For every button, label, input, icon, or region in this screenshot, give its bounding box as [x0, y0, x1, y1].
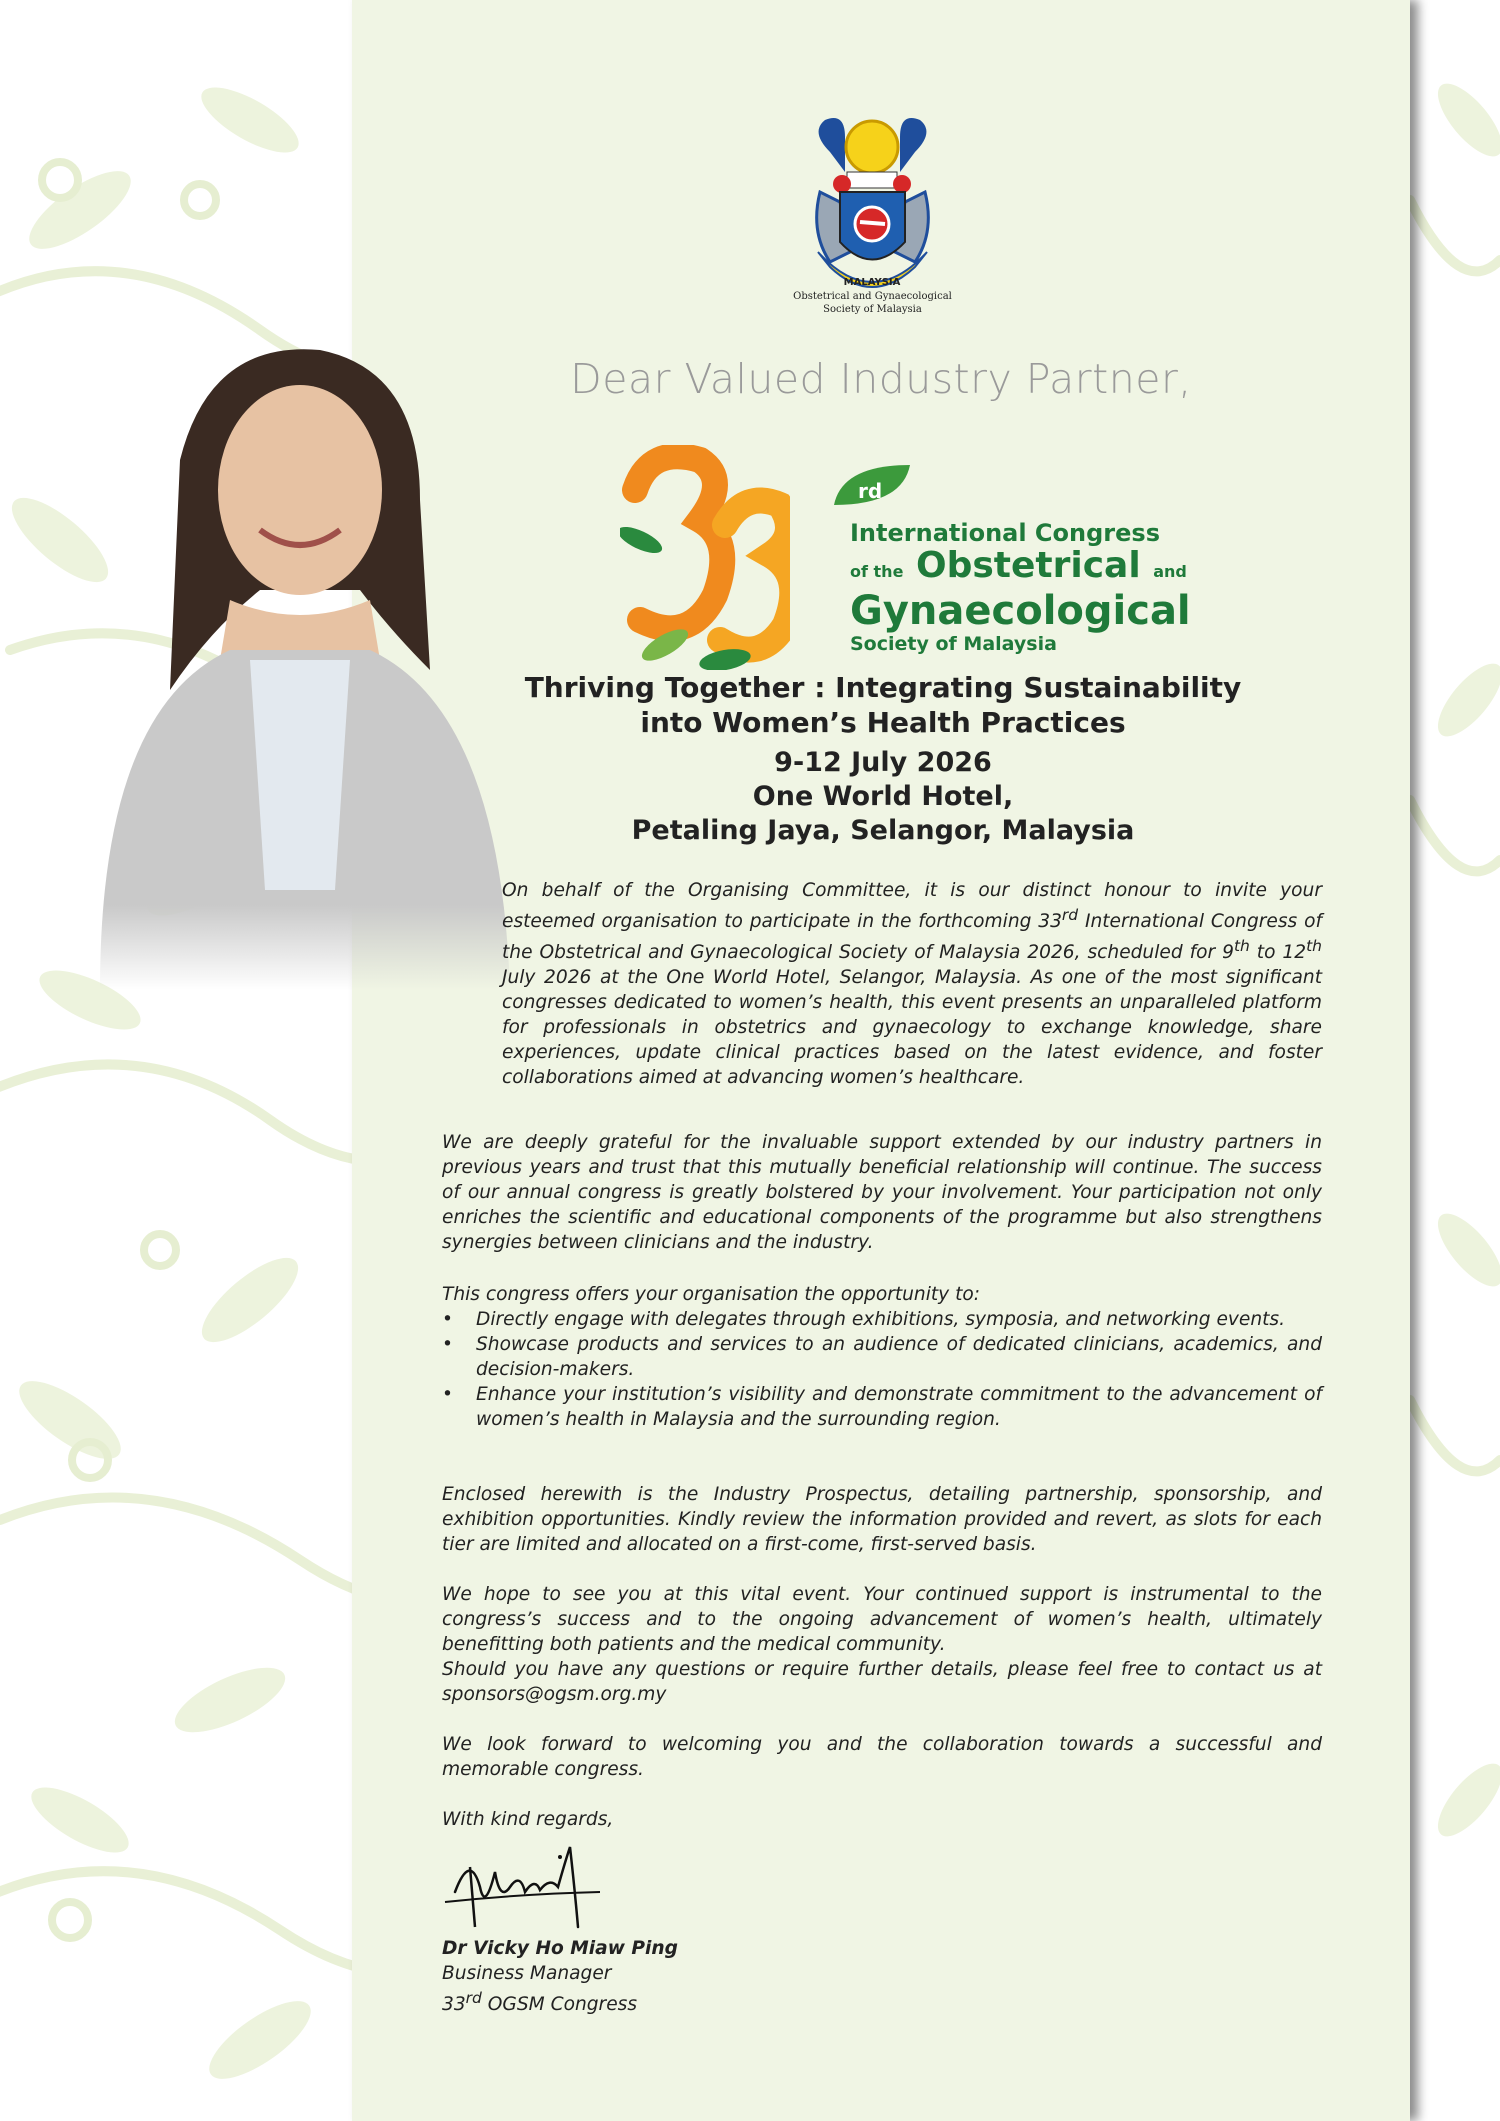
theme-line1: Thriving Together : Integrating Sustainability [524, 671, 1242, 704]
portrait-photo [60, 330, 530, 990]
congress-title-line1: International Congress [850, 519, 1160, 547]
list-item: • Directly engage with delegates through exhibitions, symposia, and networking events. [442, 1307, 1322, 1332]
list-item: • Showcase products and services to an audience of dedicated clinicians, academics, and decision-makers. [442, 1332, 1322, 1382]
congress-title-line3: Gynaecological [850, 588, 1191, 634]
handwritten-signature [440, 1832, 640, 1942]
letter-paragraph-5 [442, 1582, 1322, 1707]
congress-title-line2: of the Obstetrical and [850, 545, 1187, 586]
signer-role: Business Manager [442, 1963, 612, 1984]
list-item: • Enhance your institution’s visibility and demonstrate commitment to the advancement of women’s health in Malaysia and the surrounding region. [442, 1382, 1322, 1432]
congress-title-line4: Society of Malaysia [850, 633, 1057, 655]
greeting-heading: Dear Valued Industry Partner, [570, 355, 1192, 403]
congress-title-block [850, 518, 1191, 656]
emblem-label: MALAYSIA [843, 277, 901, 288]
letter-closing: With kind regards, [442, 1809, 614, 1830]
event-details [400, 746, 1366, 848]
signer-block [442, 1936, 942, 2017]
congress-ordinal: rd [858, 479, 883, 503]
theme-line2: into Women’s Health Practices [640, 706, 1126, 739]
congress-theme [400, 670, 1366, 740]
contact-sentence: Should you have any questions or require further details, please feel free to contact us at sponsors@ogsm.org.my [442, 1659, 1322, 1705]
letter-paragraph-6: We look forward to welcoming you and the collaboration towards a successful and memorable congress. [442, 1734, 1322, 1780]
letter-paragraph-2: We are deeply grateful for the invaluable support extended by our industry partners in previous years and trust that this mutually beneficial relationship will continue. The success of our annual congress is greatly bolstered by your involvement. Your participation not only enriches the scientific and educational components of the programme but also strengthens synergies between clinicians and the industry. [442, 1132, 1322, 1253]
society-name-line1: Obstetrical and Gynaecological [793, 291, 952, 302]
letter-paragraph-3: This congress offers your organisation the opportunity to: [442, 1284, 981, 1305]
event-dates: 9-12 July 2026 [774, 747, 992, 778]
letter-paragraph-4: Enclosed herewith is the Industry Prospectus, detailing partnership, sponsorship, and exhibition opportunities. Kindly review the information provided and revert, as slots for each tier are limited and allocated on a first-come, first-served basis. [442, 1484, 1322, 1555]
letter-paragraph-5-text: We hope to see you at this vital event. Your continued support is instrumental to the congress’s success and to the ongoing advancement of women’s health, ultimately benefitting both patients and the medical community. [442, 1584, 1322, 1655]
event-venue: One World Hotel, [752, 781, 1014, 812]
event-location: Petaling Jaya, Selangor, Malaysia [631, 815, 1135, 846]
society-name-line2: Society of Malaysia [823, 304, 922, 315]
opportunity-list [442, 1307, 1322, 1432]
society-caption [775, 290, 970, 316]
letter-paragraph-1: On behalf of the Organising Committee, it is our distinct honour to invite your esteemed organisation to participate in the forthcoming 33rd International Congress of the Obstetrical and Gynaecological Society of Malaysia 2026, scheduled for 9th to 12th July 2026 at the One World Hotel, Selangor, Malaysia. As one of the most significant congresses dedicated to women’s health, this event presents an unparalleled platform for professionals in obstetrics and gynaecology to exchange knowledge, share experiences, update clinical practices based on the latest evidence, and foster collaborations aimed at advancing women’s healthcare. [502, 880, 1322, 1089]
signer-org: 33rd OGSM Congress [442, 1989, 638, 2016]
congress-33rd-logo [620, 445, 790, 670]
signer-name: Dr Vicky Ho Miaw Ping [442, 1938, 678, 1959]
